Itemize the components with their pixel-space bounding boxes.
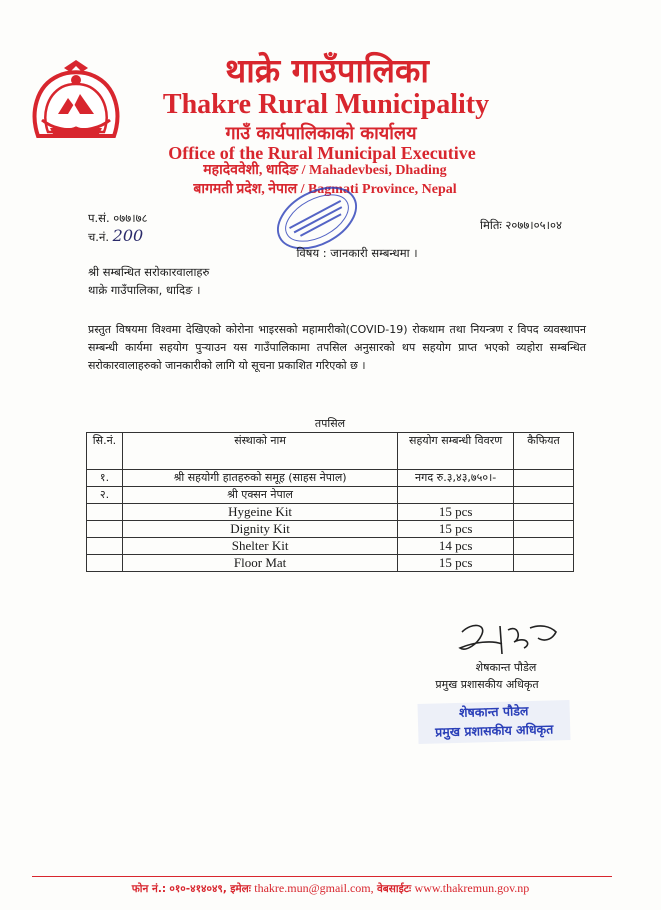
cell-detail: 15 pcs: [398, 504, 514, 521]
cell-sn: [87, 504, 123, 521]
ps-value: ०७७।७८: [113, 211, 148, 225]
letter-date: [480, 218, 562, 233]
cell-name: Shelter Kit: [122, 538, 397, 555]
cn-label: च.नं.: [88, 230, 109, 244]
email-label: इमेलः: [230, 883, 251, 895]
date-value: २०७७।०५।०४: [505, 218, 562, 232]
phone-value: ०१०-४१४०४९,: [169, 883, 227, 895]
cn-value: 200: [112, 226, 144, 245]
nepal-emblem-icon: [28, 58, 124, 142]
address-line-1: महादेववेशी, धादिङ / Mahadevbesi, Dhading: [203, 163, 447, 178]
cell-remark: [514, 538, 574, 555]
cell-detail: 15 pcs: [398, 521, 514, 538]
cell-detail: 15 pcs: [398, 555, 514, 572]
cell-name: Dignity Kit: [122, 521, 397, 538]
cell-detail: नगद रु.३,४३,७५०।-: [398, 470, 514, 487]
cell-remark: [514, 521, 574, 538]
table-header-row: [87, 433, 574, 470]
body-paragraph: प्रस्तुत विषयमा विश्वमा देखिएको कोरोना भाइरसको महामारीको(COVID-19) रोकथाम तथा नियन्त्रण र विपद व्यवस्थापन सम्बन्धी कार्यमा सहयोग पुऱ्याउन यस गाउँपालिकामा तपसिल अनुसारको थप सहयोग प्राप्त भएको व्यहोरा सम्बन्धित सरोकारवालाहरुको जानकारीको लागि यो सूचना प्रकाशित गरिएको छ ।: [88, 323, 586, 372]
cell-remark: [514, 470, 574, 487]
cell-sn: [87, 555, 123, 572]
recipient-block: [88, 263, 209, 299]
address-line-2: बागमती प्रदेश, नेपाल / Bagmati Province, Nepal: [193, 182, 457, 197]
date-label: मितिः: [480, 218, 502, 232]
col-header-name: संस्थाको नाम: [122, 433, 397, 470]
signatory-name: शेषकान्त पौडेल: [475, 661, 537, 674]
cell-remark: [514, 504, 574, 521]
table-row: [87, 504, 574, 521]
ps-label: प.सं.: [88, 211, 110, 225]
signatory-stamp: [418, 700, 571, 744]
municipality-name-nepali: थाक्रे गाउँपालिका: [225, 51, 429, 90]
office-name-english: Office of the Rural Municipal Executive: [168, 143, 476, 163]
recipient-line-2: थाक्रे गाउँपालिका, धादिङ ।: [88, 283, 201, 297]
cell-name: Hygeine Kit: [122, 504, 397, 521]
signatory-title: प्रमुख प्रशासकीय अधिकृत: [435, 678, 539, 691]
reference-block: [88, 210, 148, 246]
table-title: तपसिल: [314, 417, 346, 430]
email-value: thakre.mun@gmail.com,: [254, 881, 374, 895]
website-value: www.thakremun.gov.np: [414, 881, 530, 895]
cell-remark: [514, 487, 574, 504]
stamp-title: प्रमुख प्रशासकीय अधिकृत: [434, 721, 554, 740]
cell-name: श्री एक्सन नेपाल: [122, 487, 397, 504]
cell-sn: [87, 521, 123, 538]
table-row: [87, 470, 574, 487]
website-label: वेबसाईटः: [376, 883, 412, 895]
table-row: [87, 487, 574, 504]
signature-scribble-icon: [452, 614, 564, 660]
cell-name: श्री सहयोगी हातहरुको समूह (साहस नेपाल): [122, 470, 397, 487]
details-table: [86, 432, 574, 572]
footer-divider: [32, 876, 612, 877]
office-seal-stamp-icon: [270, 183, 364, 253]
cell-remark: [514, 555, 574, 572]
cell-name: Floor Mat: [122, 555, 397, 572]
table-row: [87, 521, 574, 538]
table-row: [87, 555, 574, 572]
stamp-name: शेषकान्त पौडेल: [458, 703, 529, 720]
subject-line: विषय : जानकारी सम्बन्धमा ।: [296, 246, 418, 260]
footer-contact: [0, 881, 661, 896]
recipient-line-1: श्री सम्बन्धित सरोकारवालाहरु: [88, 265, 210, 279]
col-header-remark: कैफियत: [514, 433, 574, 470]
office-name-nepali: गाउँ कार्यपालिकाको कार्यालय: [225, 123, 417, 144]
col-header-sn: सि.नं.: [87, 433, 123, 470]
col-header-detail: सहयोग सम्बन्धी विवरण: [398, 433, 514, 470]
phone-label: फोन नं.:: [131, 883, 167, 895]
municipality-name-english: Thakre Rural Municipality: [162, 89, 490, 120]
cell-sn: [87, 538, 123, 555]
table-row: [87, 538, 574, 555]
cell-detail: [398, 487, 514, 504]
cell-detail: 14 pcs: [398, 538, 514, 555]
cell-sn: १.: [87, 470, 123, 487]
cell-sn: २.: [87, 487, 123, 504]
